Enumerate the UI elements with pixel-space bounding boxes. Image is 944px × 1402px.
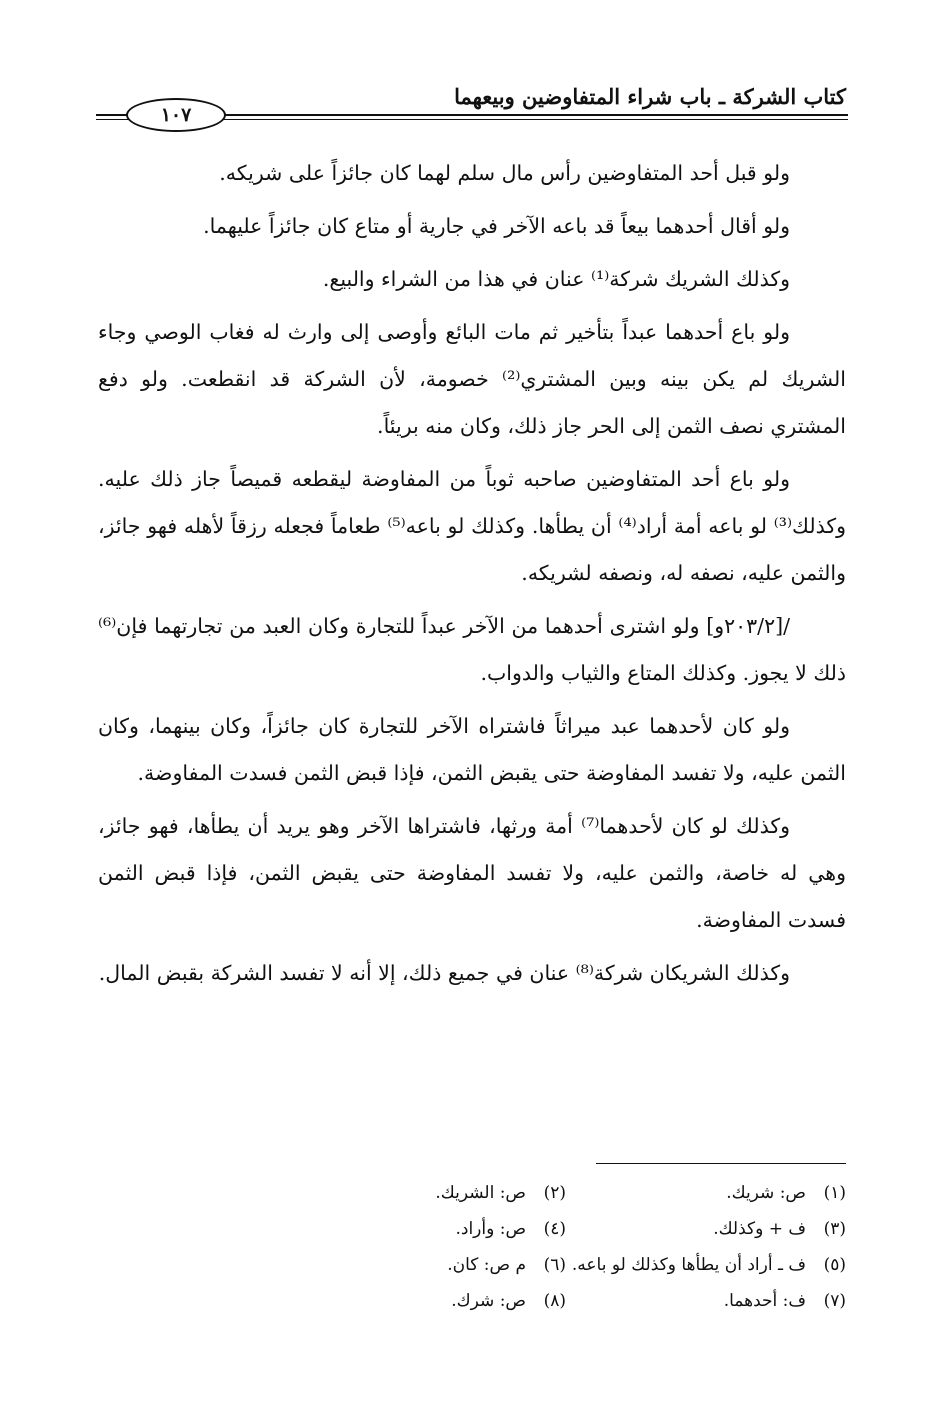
paragraph: ولو باع أحدهما عبداً بتأخير ثم مات البائع وأوصى إلى وارث له فغاب الوصي وجاء الشريك لم يكن بينه وبين المشتري⁽²⁾ خصومة، لأن الشركة قد انقطعت. ولو دفع المشتري نصف الثمن إلى الحر جاز ذلك، وكان منه بريئاً. <box>98 320 847 438</box>
paragraph: ولو باع أحد المتفاوضين صاحبه ثوباً من المفاوضة ليقطعه قميصاً جاز ذلك عليه. وكذلك⁽³⁾ لو باعه أمة أراد⁽⁴⁾ أن يطأها. وكذلك لو باعه⁽⁵⁾ طعاماً فجعله رزقاً لأهله فهو جائز، والثمن عليه، نصفه له، ونصفه لشريكه. <box>98 467 846 585</box>
footnote-number: (٥) <box>823 1255 846 1275</box>
footnote-number: (٣) <box>823 1219 846 1239</box>
chapter-title: كتاب الشركة ـ باب شراء المتفاوضين وبيعهما <box>454 84 846 109</box>
footnote-text: ص: شرك. <box>451 1291 526 1311</box>
paragraph: ولو قبل أحد المتفاوضين رأس مال سلم لهما كان جائزاً على شريكه. <box>219 161 790 185</box>
paragraph: /[٢٠٣/٢و] ولو اشترى أحدهما من الآخر عبداً للتجارة وكان العبد من تجارتهما فإن⁽⁶⁾ ذلك لا يجوز. وكذلك المتاع والثياب والدواب. <box>98 614 846 685</box>
footnote <box>286 1250 566 1280</box>
footnotes <box>286 1178 846 1316</box>
running-header <box>96 84 848 124</box>
footnote <box>286 1178 566 1208</box>
footnote-text: م ص: كان. <box>447 1255 526 1275</box>
footnote <box>286 1214 566 1244</box>
footnote <box>286 1286 566 1316</box>
footnote-number: (٢) <box>543 1183 566 1203</box>
footnote-text: ف: أحدهما. <box>723 1291 806 1311</box>
paragraph: وكذلك الشريكان شركة⁽⁸⁾ عنان في جميع ذلك، إلا أنه لا تفسد الشركة بقبض المال. <box>98 961 790 985</box>
footnote <box>566 1178 846 1208</box>
main-text <box>98 150 846 1003</box>
footnote-separator <box>596 1163 846 1164</box>
footnote-text: ص: شريك. <box>726 1183 806 1203</box>
footnote-number: (٤) <box>543 1219 566 1239</box>
footnote-number: (١) <box>823 1183 846 1203</box>
footnote-text: ف + وكذلك. <box>713 1219 806 1239</box>
footnote <box>566 1250 846 1280</box>
footnote-number: (٦) <box>543 1255 566 1275</box>
footnote-text: ف ـ أراد أن يطأها وكذلك لو باعه. <box>571 1255 806 1275</box>
paragraph: وكذلك الشريك شركة⁽¹⁾ عنان في هذا من الشراء والبيع. <box>322 267 790 291</box>
paragraph: ولو أقال أحدهما بيعاً قد باعه الآخر في جارية أو متاع كان جائزاً عليهما. <box>203 214 790 238</box>
footnote-number: (٨) <box>543 1291 566 1311</box>
footnote <box>566 1286 846 1316</box>
paragraph: وكذلك لو كان لأحدهما⁽⁷⁾ أمة ورثها، فاشتراها الآخر وهو يريد أن يطأها، فهو جائز، وهي له خاصة، والثمن عليه، ولا تفسد المفاوضة حتى يقبض الثمن، فإذا قبض الثمن فسدت المفاوضة. <box>98 814 846 932</box>
footnote-number: (٧) <box>823 1291 846 1311</box>
page-number: ١٠٧ <box>126 98 226 132</box>
footnote-text: ص: وأراد. <box>455 1219 526 1239</box>
footnote <box>566 1214 846 1244</box>
footnote-text: ص: الشريك. <box>435 1183 526 1203</box>
paragraph: ولو كان لأحدهما عبد ميراثاً فاشتراه الآخر للتجارة كان جائزاً، وكان بينهما، وكان الثمن عليه، ولا تفسد المفاوضة حتى يقبض الثمن، فإذا قبض الثمن فسدت المفاوضة. <box>98 714 846 785</box>
